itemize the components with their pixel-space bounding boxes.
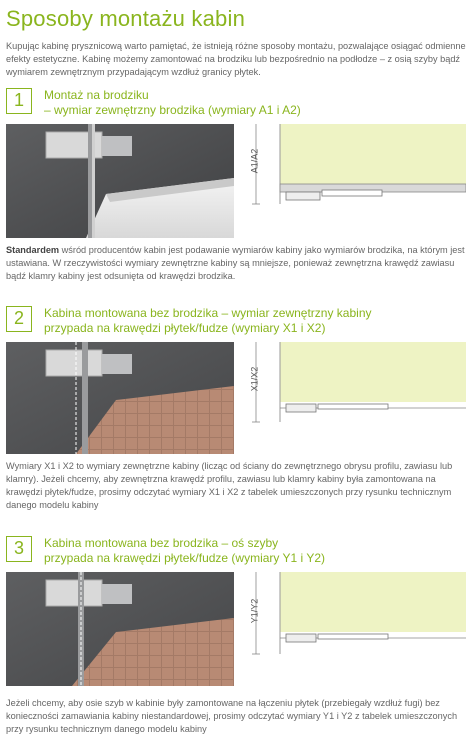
section-2-title-line1: Kabina montowana bez brodzika – wymiar zewnętrzny kabiny [44, 306, 372, 320]
section-1-para: wśród producentów kabin jest podawanie wymiarów kabiny jako wymiarów brodzika, na którym jest ustawiana. W rzeczywistości wymiary zewnętrzne kabiny są mniejsze, ponieważ zewnętrzna krawędź zawiasu bądź klamry kabiny jest odsunięta od krawędzi brodzika. [6, 245, 465, 281]
section-3-title-line2: przypada na krawędzi płytek/fudze (wymiary Y1 i Y2) [44, 551, 326, 565]
section-1-title [44, 88, 301, 118]
section-2-dim-label: X1/X2 [249, 366, 260, 392]
section-2-title-line2: przypada na krawędzi płytek/fudze (wymiary X1 i X2) [44, 321, 326, 335]
section-1-number: 1 [6, 88, 32, 114]
section-1-text [6, 244, 466, 283]
section-2-para: Wymiary X1 i X2 to wymiary zewnętrzne kabiny (licząc od ściany do zewnętrznego obrysu profilu, zawiasu lub klamry). Jeżeli chcemy, aby zewnętrzna krawędź profilu, zawiasu lub klamry kabiny była zamontowana na krawędzi płytek/fudze, prosimy odczytać wymiary X1 i X2 z tabelek umieszczonych przy rysunku technicznym danego modelu kabiny [6, 461, 453, 510]
section-3-dim-label: Y1/Y2 [249, 598, 260, 624]
section-1-title-line2: – wymiar zewnętrzny brodzika (wymiary A1 i A2) [44, 103, 301, 117]
section-2-header [6, 306, 466, 340]
section-3-title-line1: Kabina montowana bez brodzika – oś szyby [44, 536, 279, 550]
section-2-number: 2 [6, 306, 32, 332]
section-3-number: 3 [6, 536, 32, 562]
section-3-para: Jeżeli chcemy, aby osie szyb w kabinie były zamontowane na łączeniu płytek (przebiegały wzdłuż fugi) bez konieczności zamawiania kabiny niestandardowej, prosimy odczytać wymiary Y1 i Y2 z tabelek umieszczonych przy rysunku technicznym danego modelu kabiny [6, 698, 458, 734]
section-1-header [6, 88, 466, 122]
intro-text: Kupując kabinę prysznicową warto pamiętać, że istnieją różne sposoby montażu, pozwalające osiągać odmienne efekty estetyczne. Kabinę możemy zamontować na brodziku lub bezpośrednio na podłodze – z osią szyby bądź wymiarem zewnętrznym przypadającym wzdłuż granicy płytek. [6, 41, 466, 77]
section-1-title-line1: Montaż na brodziku [44, 88, 149, 102]
section-2-diagram [246, 342, 466, 454]
section-3-title [44, 536, 325, 566]
section-1-dim-label: A1/A2 [249, 148, 260, 174]
section-1-bold: Standardem [6, 245, 60, 255]
section-1-diagram [246, 124, 466, 238]
section-1-photo [6, 124, 234, 238]
section-3-header [6, 536, 466, 570]
section-3-diagram [246, 572, 466, 686]
page-title: Sposoby montażu kabin [6, 6, 246, 31]
section-3-photo [6, 572, 234, 686]
section-2-photo [6, 342, 234, 454]
section-2-title [44, 306, 372, 336]
